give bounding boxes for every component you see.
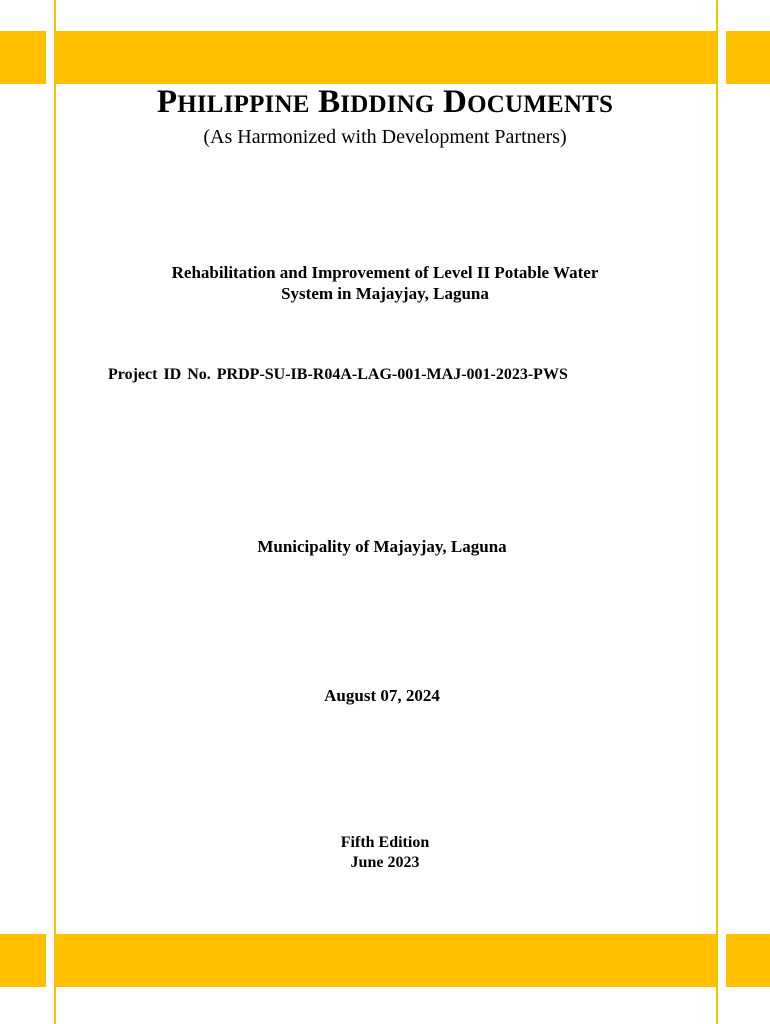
project-id (108, 366, 568, 384)
edition-date: June 2023 (350, 854, 420, 871)
project-name-line-1: Rehabilitation and Improvement of Level II Potable Water (171, 263, 599, 282)
project-name (0, 262, 770, 304)
edition-label: Fifth Edition (340, 834, 430, 851)
top-accent-band (0, 31, 770, 84)
edition-info (0, 833, 770, 873)
procuring-entity: Municipality of Majayjay, Laguna (257, 537, 507, 556)
project-id-label: Project ID No. (108, 366, 211, 383)
document-date: August 07, 2024 (324, 686, 440, 705)
document-title: PHILIPPINE BIDDING DOCUMENTS (156, 84, 614, 120)
document-subtitle: (As Harmonized with Development Partners) (203, 126, 567, 148)
project-id-value: PRDP-SU-IB-R04A-LAG-001-MAJ-001-2023-PWS (216, 366, 568, 383)
project-name-line-2: System in Majayjay, Laguna (281, 284, 489, 303)
bottom-accent-band (0, 934, 770, 987)
